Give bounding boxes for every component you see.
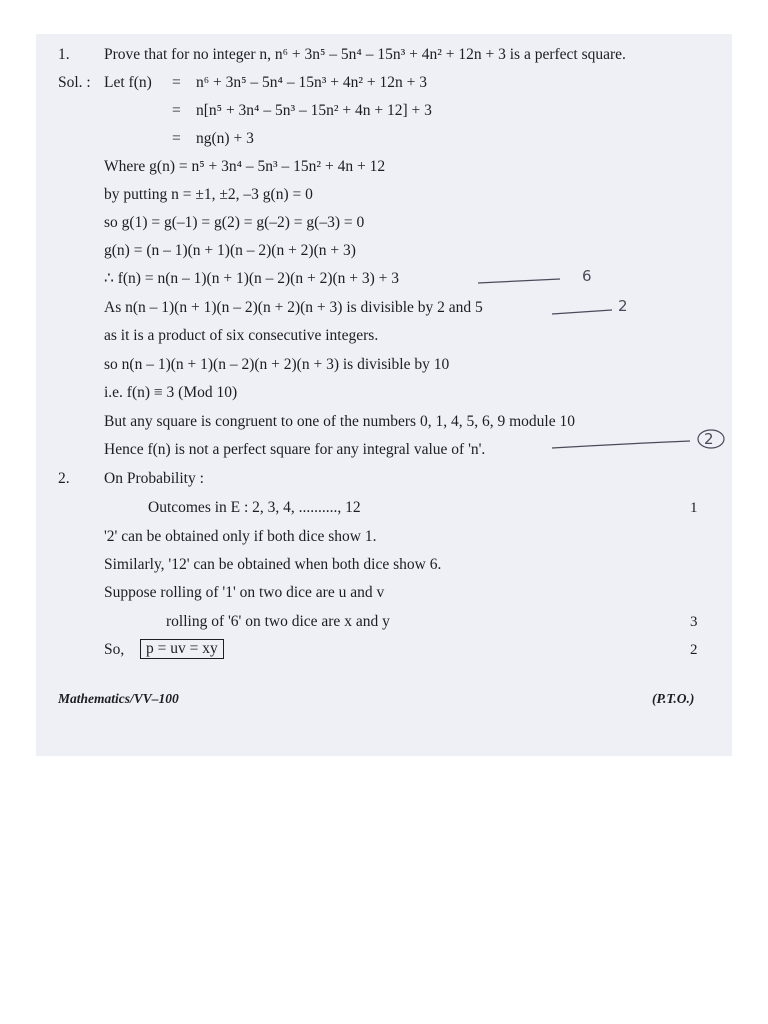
- two-obtained-line: '2' can be obtained only if both dice show 1.: [104, 528, 377, 545]
- congruence-mod-10: i.e. f(n) ≡ 3 (Mod 10): [104, 384, 238, 401]
- eq-sign-1: =: [172, 74, 181, 91]
- mark-boxed: 2: [690, 642, 698, 658]
- g-values: so g(1) = g(–1) = g(2) = g(–2) = g(–3) = 0: [104, 214, 365, 231]
- f-expansion: n⁶ + 3n⁵ – 5n⁴ – 15n³ + 4n² + 12n + 3: [196, 74, 427, 91]
- footer-course-code: Mathematics/VV–100: [58, 691, 179, 706]
- divisibility-statement: As n(n – 1)(n + 1)(n – 2)(n + 2)(n + 3) is divisible by 2 and 5: [104, 299, 483, 316]
- rolling-six-line: rolling of '6' on two dice are x and y: [166, 613, 390, 630]
- eq-sign-3: =: [172, 130, 181, 147]
- sol-label: Sol. :: [58, 74, 91, 91]
- square-residues: But any square is congruent to one of the numbers 0, 1, 4, 5, 6, 9 module 10: [104, 413, 575, 430]
- mark-outcomes: 1: [690, 500, 698, 516]
- boxed-result-wrap: [140, 639, 224, 659]
- hand-mark-2: 2: [618, 297, 628, 315]
- g-factored: g(n) = (n – 1)(n + 1)(n – 2)(n + 2)(n + 3): [104, 242, 356, 259]
- twelve-obtained-line: Similarly, '12' can be obtained when both dice show 6.: [104, 556, 442, 573]
- let-f-label: Let f(n): [104, 74, 152, 91]
- g-definition: Where g(n) = n⁵ + 3n⁴ – 5n³ – 15n² + 4n + 12: [104, 158, 386, 175]
- q1-number: 1.: [58, 46, 70, 63]
- divisible-by-10: so n(n – 1)(n + 1)(n – 2)(n + 2)(n + 3) is divisible by 10: [104, 356, 450, 373]
- footer-pto: (P.T.O.): [652, 691, 695, 706]
- outcomes-line: Outcomes in E : 2, 3, 4, .........., 12: [148, 499, 361, 516]
- hand-mark-circled-2: 2: [704, 430, 714, 448]
- f-as-g: ng(n) + 3: [196, 130, 254, 147]
- so-label: So,: [104, 641, 125, 658]
- suppose-line: Suppose rolling of '1' on two dice are u and v: [104, 584, 385, 601]
- g-roots: by putting n = ±1, ±2, –3 g(n) = 0: [104, 186, 313, 203]
- q1-statement: Prove that for no integer n, n⁶ + 3n⁵ – 5n⁴ – 15n³ + 4n² + 12n + 3 is a perfect square.: [104, 46, 626, 63]
- q2-title: On Probability :: [104, 470, 204, 487]
- f-factored: ∴ f(n) = n(n – 1)(n + 1)(n – 2)(n + 2)(n + 3) + 3: [104, 270, 400, 287]
- f-factor-n: n[n⁵ + 3n⁴ – 5n³ – 15n² + 4n + 12] + 3: [196, 102, 432, 119]
- mark-rolling: 3: [690, 614, 698, 630]
- hand-mark-6: 6: [582, 267, 592, 285]
- eq-sign-2: =: [172, 102, 181, 119]
- q2-number: 2.: [58, 470, 70, 487]
- consecutive-integers: as it is a product of six consecutive integers.: [104, 327, 379, 344]
- boxed-result: p = uv = xy: [140, 639, 224, 659]
- conclusion: Hence f(n) is not a perfect square for any integral value of 'n'.: [104, 441, 486, 458]
